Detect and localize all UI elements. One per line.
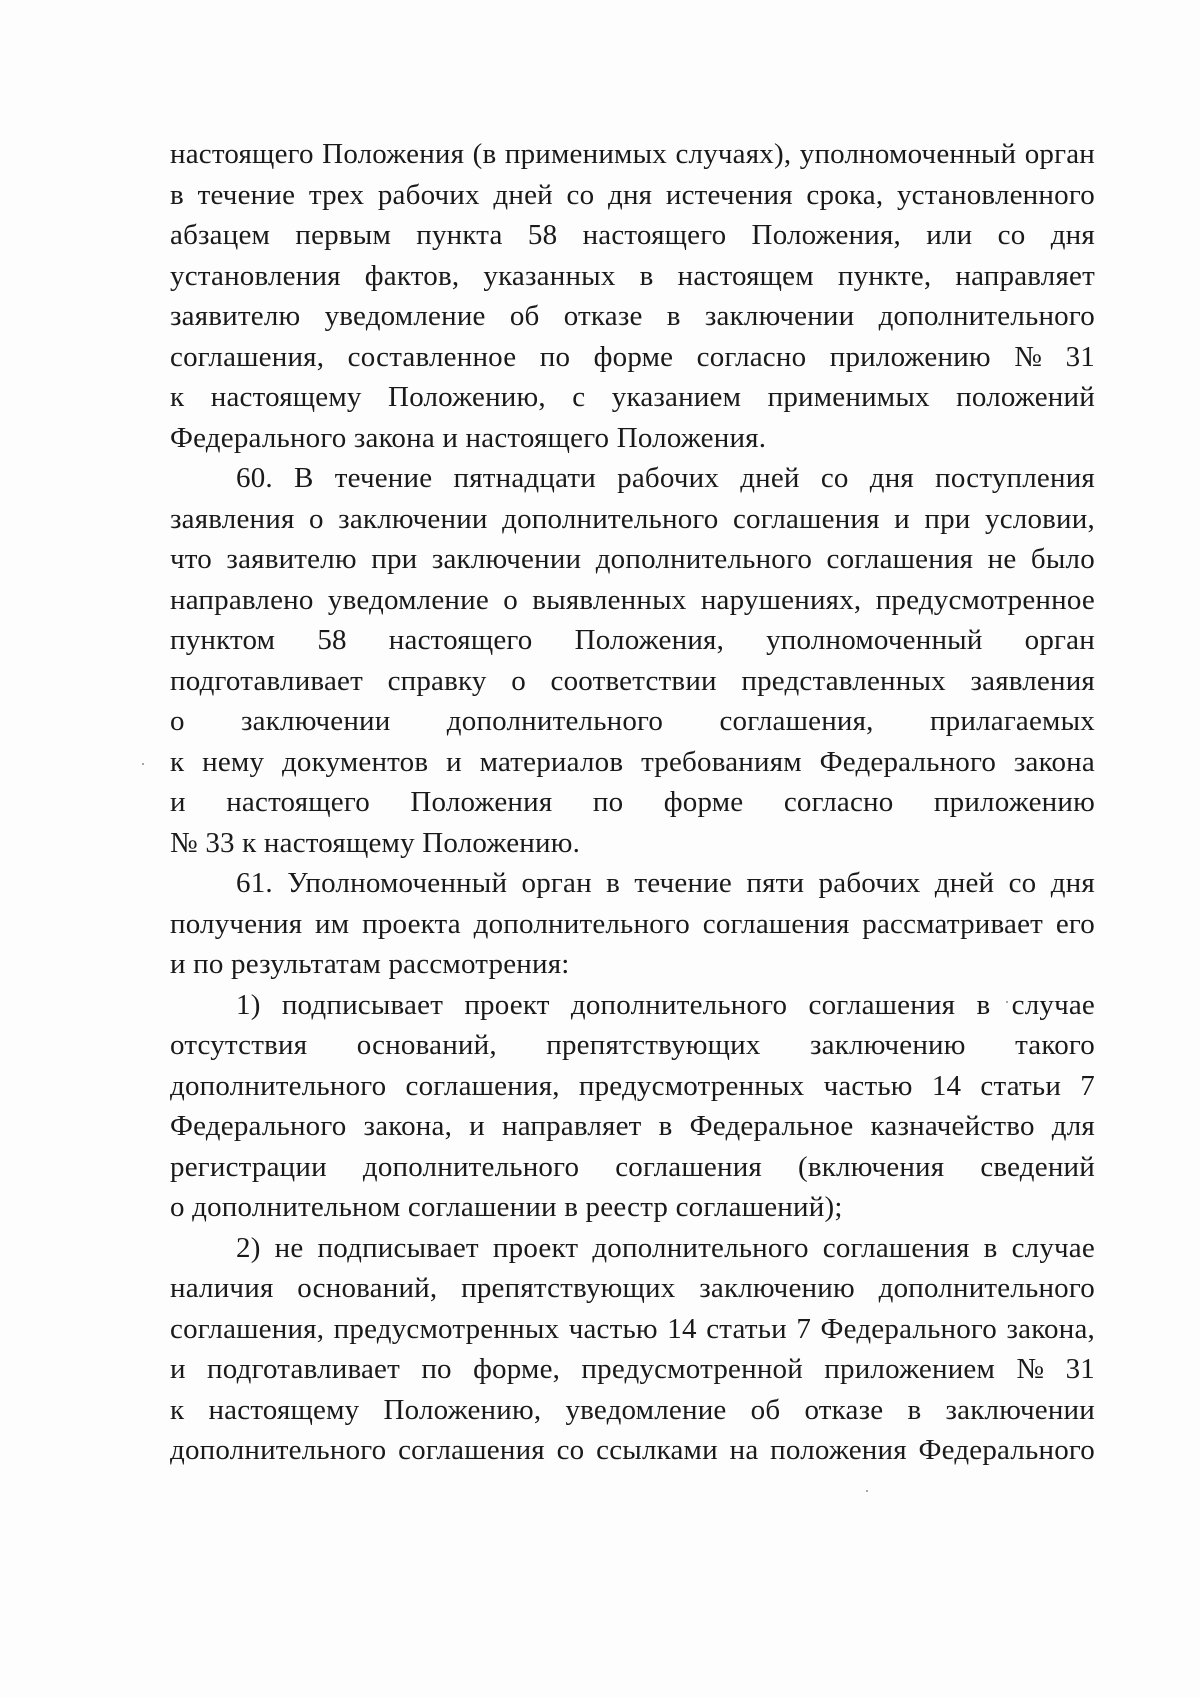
word: в xyxy=(639,259,654,292)
text-line: Федерального закона и настоящего Положения. xyxy=(170,421,767,454)
word: пункте, xyxy=(837,259,932,292)
word: 58 xyxy=(317,624,347,656)
text-line xyxy=(170,256,1095,297)
word: по xyxy=(592,786,624,818)
word: Федерального xyxy=(820,1312,997,1345)
word: согласно xyxy=(783,786,894,818)
text-line xyxy=(170,337,1095,378)
text-line xyxy=(170,1349,1095,1390)
word: закона, xyxy=(1006,1312,1095,1345)
word: справку xyxy=(387,664,487,697)
word: дополнительного xyxy=(595,543,813,575)
word: 61. xyxy=(236,867,273,899)
text-line xyxy=(170,1309,1095,1350)
word: документов xyxy=(281,745,429,778)
word: нему xyxy=(202,745,265,778)
word: случаях), xyxy=(675,138,792,170)
text-line xyxy=(170,1066,1095,1107)
text-line xyxy=(170,1106,1095,1147)
word: было xyxy=(1030,543,1095,575)
text-line: № 33 к настоящему Положению. xyxy=(170,826,581,859)
word: представленных xyxy=(741,664,946,697)
word: положения xyxy=(770,1434,907,1466)
text-line xyxy=(170,1025,1095,1066)
word: дополнительного xyxy=(570,988,788,1021)
text-line xyxy=(170,661,1095,702)
word: статьи xyxy=(706,1312,787,1345)
word: орган xyxy=(1024,624,1095,656)
word: в xyxy=(907,1393,922,1426)
word: дополнительного xyxy=(170,1069,387,1102)
text-line xyxy=(170,782,1095,823)
word: или xyxy=(926,219,973,251)
word: дней xyxy=(493,178,553,211)
word: уведомление xyxy=(565,1393,727,1426)
word: истечения xyxy=(665,178,793,211)
word: форме, xyxy=(473,1353,561,1385)
word: препятствующих xyxy=(546,1029,761,1061)
word: соглашения xyxy=(615,1150,762,1183)
word: Положению, xyxy=(388,381,546,413)
word: и xyxy=(170,1353,186,1385)
word: дополнительного xyxy=(170,1434,387,1466)
word: предусмотренной xyxy=(581,1353,803,1385)
word: подготавливает xyxy=(170,664,363,697)
word: приложению xyxy=(933,786,1095,818)
word: к xyxy=(170,745,185,778)
word: 31 xyxy=(1065,1353,1095,1385)
word: № xyxy=(1014,340,1043,373)
word: уполномоченный xyxy=(799,138,1017,170)
word: приложением xyxy=(824,1353,996,1385)
word: форме xyxy=(663,786,744,818)
word: заявления xyxy=(170,502,295,535)
word: Федерального xyxy=(170,1110,347,1142)
word: форме xyxy=(593,340,674,373)
word: дней xyxy=(740,462,800,494)
word: об xyxy=(509,300,540,332)
text-line: и по результатам рассмотрения: xyxy=(170,948,570,980)
word: 7 xyxy=(1080,1069,1095,1102)
word: настоящем xyxy=(677,259,814,292)
word: применимых xyxy=(504,138,667,170)
word: подписывает xyxy=(281,988,444,1021)
word: регистрации xyxy=(170,1150,327,1183)
word: не xyxy=(274,1231,304,1264)
text-line xyxy=(170,1268,1095,1309)
paragraph-61-subitem-2 xyxy=(170,1228,1095,1471)
word: по xyxy=(421,1353,452,1385)
paragraph-61-subitem-1 xyxy=(170,985,1095,1228)
word: дня xyxy=(1050,219,1095,251)
word: в xyxy=(983,1231,998,1264)
word: настоящему xyxy=(208,1393,360,1426)
word: дня xyxy=(1050,867,1095,899)
word: прилагаемых xyxy=(929,705,1095,737)
word: согласно xyxy=(696,340,807,373)
word: проект xyxy=(464,988,550,1021)
word: частью xyxy=(823,1069,913,1102)
word: соглашения xyxy=(702,907,850,940)
text-line xyxy=(170,539,1095,580)
text-line xyxy=(170,620,1095,661)
word: заключении xyxy=(241,705,391,737)
word: абзацем xyxy=(170,219,271,251)
word: в xyxy=(666,300,681,332)
word: со xyxy=(820,462,849,494)
word: отсутствия xyxy=(170,1029,308,1061)
word: о xyxy=(308,502,324,535)
word: дополнительного xyxy=(446,705,664,737)
word: подготавливает xyxy=(207,1353,401,1385)
word: закона, xyxy=(363,1110,453,1142)
word: заявителю xyxy=(226,543,357,575)
word: о xyxy=(511,664,526,697)
word: заключении xyxy=(338,502,488,535)
word: частью xyxy=(568,1312,658,1345)
word: установления xyxy=(170,259,341,292)
scan-speck xyxy=(1006,1001,1008,1003)
word: дополнительного xyxy=(473,907,690,940)
word: дополнительного xyxy=(362,1150,580,1183)
word: 31 xyxy=(1065,340,1095,373)
word: соглашения, xyxy=(170,340,325,373)
document-body xyxy=(170,134,1095,1471)
word: орган xyxy=(1024,138,1095,170)
word: течение xyxy=(197,178,296,211)
word: указанием xyxy=(611,381,742,413)
word: им xyxy=(315,907,350,940)
word: по xyxy=(539,340,571,373)
word: предусмотренное xyxy=(875,583,1095,616)
word: случае xyxy=(1011,988,1095,1021)
word: рабочих xyxy=(818,867,921,899)
word: 1) xyxy=(236,988,261,1021)
word: со xyxy=(997,219,1026,251)
text-line xyxy=(170,985,1095,1026)
text-line xyxy=(170,1228,1095,1269)
word: течение xyxy=(334,462,433,494)
word: направляет xyxy=(955,259,1095,292)
text-line xyxy=(170,134,1095,175)
word: оснований, xyxy=(356,1029,497,1061)
word: предусмотренных xyxy=(578,1069,805,1102)
word: материалов xyxy=(479,745,624,778)
word: об xyxy=(750,1393,781,1426)
paragraph-59-continuation xyxy=(170,134,1095,458)
word: В xyxy=(294,462,314,494)
word: Положения, xyxy=(574,624,725,656)
word: заключении xyxy=(704,300,855,332)
word: заключении xyxy=(431,543,582,575)
word: получения xyxy=(170,907,303,940)
word: пункта xyxy=(416,219,503,251)
word: соглашения, xyxy=(719,705,874,737)
word: применимых xyxy=(767,381,930,413)
word: в xyxy=(658,1110,673,1142)
word: (включения xyxy=(797,1150,945,1183)
word: уведомление xyxy=(327,583,489,616)
word: настоящего xyxy=(388,624,533,656)
paragraph-60 xyxy=(170,458,1095,863)
word: нарушениях, xyxy=(700,583,862,616)
word: и xyxy=(894,502,910,535)
word: указанных xyxy=(483,259,616,292)
word: что xyxy=(170,543,212,575)
word: со xyxy=(556,1434,585,1466)
word: Федерального xyxy=(918,1434,1095,1466)
text-line xyxy=(170,580,1095,621)
word: составленное xyxy=(347,340,517,373)
word: дней xyxy=(934,867,995,899)
word: с xyxy=(572,381,586,413)
word: при xyxy=(371,543,418,575)
word: со xyxy=(566,178,595,211)
word: препятствующих xyxy=(461,1272,676,1304)
scan-speck xyxy=(142,763,144,765)
word: уведомление xyxy=(324,300,486,332)
word: рассматривает xyxy=(862,907,1044,940)
text-line xyxy=(170,458,1095,499)
word: оснований, xyxy=(297,1272,438,1304)
text-line: о дополнительном соглашении в реестр соглашений); xyxy=(170,1191,843,1223)
word: дополнительного xyxy=(502,502,719,535)
word: отказе xyxy=(563,300,643,332)
word: рабочих xyxy=(617,462,720,494)
text-line xyxy=(170,1430,1095,1471)
word: фактов, xyxy=(364,259,460,292)
word: 58 xyxy=(527,219,558,251)
word: закона xyxy=(1013,745,1095,778)
word: № xyxy=(1016,1353,1045,1385)
word: требованиям xyxy=(641,745,802,778)
word: в xyxy=(976,988,991,1021)
word: его xyxy=(1055,907,1095,940)
word: и xyxy=(446,745,462,778)
word: 14 xyxy=(931,1069,962,1102)
word: выявленных xyxy=(532,583,687,616)
word: Федерального xyxy=(819,745,997,778)
word: пунктом xyxy=(170,624,276,656)
text-line xyxy=(170,1147,1095,1188)
word: Федеральное xyxy=(689,1110,854,1142)
word: соглашения xyxy=(398,1434,545,1466)
word: Положению, xyxy=(383,1393,542,1426)
text-line xyxy=(170,701,1095,742)
word: сведений xyxy=(980,1150,1095,1183)
word: на xyxy=(729,1434,759,1466)
text-line xyxy=(170,863,1095,904)
word: наличия xyxy=(170,1272,274,1304)
word: заключению xyxy=(810,1029,966,1061)
text-line xyxy=(170,1390,1095,1431)
word: о xyxy=(503,583,518,616)
word: установленного xyxy=(896,178,1095,211)
word: и xyxy=(469,1110,485,1142)
word: ссылками xyxy=(596,1434,718,1466)
word: отказе xyxy=(804,1393,884,1426)
word: соглашения xyxy=(732,502,880,535)
word: к xyxy=(170,381,185,413)
word: Положения xyxy=(322,138,465,170)
scan-speck xyxy=(866,1490,868,1492)
word: условии, xyxy=(985,502,1095,535)
word: проекта xyxy=(362,907,461,940)
word: дополнительного xyxy=(592,1231,809,1264)
word: для xyxy=(1051,1110,1095,1142)
word: дня xyxy=(608,178,653,211)
word: при xyxy=(924,502,971,535)
word: дополнительного xyxy=(878,300,1095,332)
paragraph-61 xyxy=(170,863,1095,985)
text-line xyxy=(170,742,1095,783)
word: соответствии xyxy=(550,664,717,697)
word: соглашения xyxy=(826,543,974,575)
word: соглашения, xyxy=(405,1069,560,1102)
text-line xyxy=(170,296,1095,337)
word: подписывает xyxy=(317,1231,479,1264)
word: проект xyxy=(492,1231,579,1264)
word: заявителю xyxy=(170,300,301,332)
word: уполномоченный xyxy=(766,624,983,656)
word: настоящего xyxy=(582,219,727,251)
word: со xyxy=(1008,867,1037,899)
word: заявления xyxy=(970,664,1095,697)
word: к xyxy=(170,1393,185,1426)
word: поступления xyxy=(935,462,1095,494)
word: Положения, xyxy=(751,219,902,251)
word: настоящему xyxy=(210,381,362,413)
text-line xyxy=(170,904,1095,945)
word: статьи xyxy=(980,1069,1062,1102)
word: такого xyxy=(1015,1029,1095,1061)
word: (в xyxy=(472,138,497,170)
word: 7 xyxy=(796,1312,812,1345)
word: первым xyxy=(295,219,391,251)
word: не xyxy=(987,543,1017,575)
word: Уполномоченный xyxy=(287,867,508,899)
word: пятнадцати xyxy=(453,462,596,494)
word: о xyxy=(170,705,185,737)
word: рабочих xyxy=(377,178,480,211)
word: направляет xyxy=(501,1110,642,1142)
word: направлено xyxy=(170,583,314,616)
word: положений xyxy=(956,381,1095,413)
word: трех xyxy=(308,178,365,211)
word: соглашения, xyxy=(170,1312,325,1345)
word: 60. xyxy=(236,462,273,494)
word: предусмотренных xyxy=(333,1312,560,1345)
word: орган xyxy=(521,867,592,899)
word: заключении xyxy=(945,1393,1095,1426)
word: срока, xyxy=(806,178,884,211)
word: 2) xyxy=(236,1231,261,1264)
word: приложению xyxy=(829,340,991,373)
text-line xyxy=(170,175,1095,216)
word: и xyxy=(170,786,186,818)
word: случае xyxy=(1011,1231,1095,1264)
text-line xyxy=(170,377,1095,418)
word: 14 xyxy=(667,1312,697,1345)
text-line xyxy=(170,499,1095,540)
word: настоящего xyxy=(226,786,370,818)
word: дополнительного xyxy=(878,1272,1095,1304)
word: соглашения xyxy=(822,1231,970,1264)
word: дня xyxy=(869,462,914,494)
word: течение xyxy=(634,867,732,899)
word: Положения xyxy=(410,786,553,818)
word: пяти xyxy=(746,867,805,899)
word: в xyxy=(606,867,621,899)
word: соглашения xyxy=(808,988,956,1021)
word: казначейство xyxy=(870,1110,1035,1142)
text-line xyxy=(170,215,1095,256)
word: заключению xyxy=(699,1272,855,1304)
word: в xyxy=(170,178,184,211)
word: настоящего xyxy=(170,138,314,170)
